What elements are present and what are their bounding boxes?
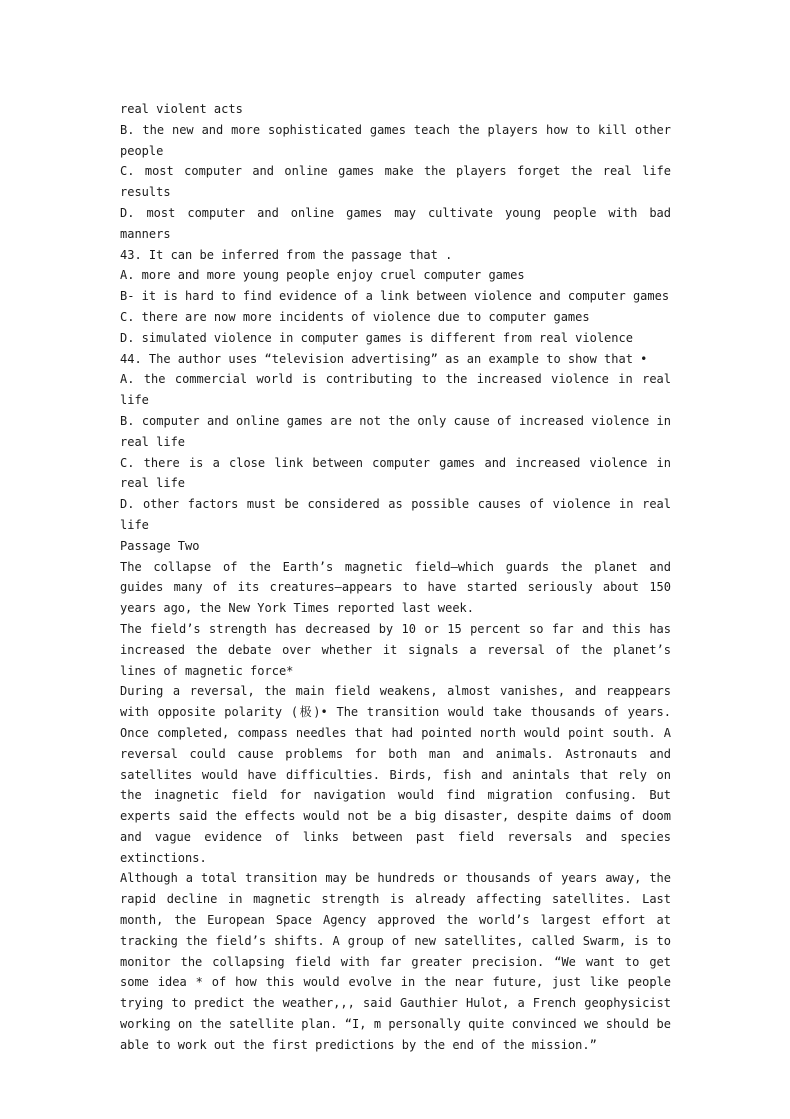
q44-option-c: C. there is a close link between computer games and increased violence in real life — [120, 455, 671, 491]
q43-stem: 43. It can be inferred from the passage that . — [120, 247, 453, 262]
passage-paragraph: The collapse of the Earth’s magnetic field—which guards the planet and guides many of its creatures—appears to have started seriously about 150 years ago, the New York Times reported last week. — [120, 559, 671, 616]
q43-option-a: A. more and more young people enjoy cruel computer games — [120, 268, 525, 283]
q42-option-c: C. most computer and online games make the players forget the real life results — [120, 164, 671, 200]
q42-option-d: D. most computer and online games may cultivate young people with bad manners — [120, 205, 671, 241]
passage-paragraph: During a reversal, the main field weakens, almost vanishes, and reappears with opposite polarity (极)• The transition would take thousands of years. Once completed, compass needles that had pointed north would point south. A reversal could cause problems for both man and animals. Astronauts and satellites would have difficulties. Birds, fish and anintals that rely on the inagnetic field for navigation would find migration confusing. But experts said the effects would not be a big disaster, despite daims of doom and vague evidence of links between past field reversals and species extinctions. — [120, 684, 671, 865]
q44-option-a: A. the commercial world is contributing to the increased violence in real life — [120, 372, 671, 408]
q43-option-d: D. simulated violence in computer games is different from real violence — [120, 330, 633, 345]
passage-two-title: Passage Two — [120, 538, 200, 553]
q43-option-c: C. there are now more incidents of violence due to computer games — [120, 309, 590, 324]
passage-paragraph: Although a total transition may be hundreds or thousands of years away, the rapid decline in magnetic strength is already affecting satellites. Last month, the European Space Agency approved the world’s largest effort at tracking the field’s shifts. A group of new satellites, called Swarm, is to monitor the collapsing field with far greater precision. “We want to get some idea * of how this would evolve in the near future, just like people trying to predict the weather,,, said Gauthier Hulot, a French geophysicist working on the satellite plan. “I, m personally quite convinced we should be able to work out the first predictions by the end of the mission.” — [120, 871, 671, 1052]
passage-paragraph: The field’s strength has decreased by 10 or 15 percent so far and this has increased the debate over whether it signals a reversal of the planet’s lines of magnetic force* — [120, 621, 671, 678]
q42-option-b: B. the new and more sophisticated games teach the players how to kill other people — [120, 122, 671, 158]
document-page — [120, 99, 671, 1056]
q43-option-b: B- it is hard to find evidence of a link between violence and computer games — [120, 289, 670, 304]
q44-stem: 44. The author uses “television advertising” as an example to show that • — [120, 351, 648, 366]
q42-stem-tail: real violent acts — [120, 102, 243, 116]
q44-option-d: D. other factors must be considered as possible causes of violence in real life — [120, 497, 671, 532]
q44-option-b: B. computer and online games are not the only cause of increased violence in real life — [120, 413, 671, 449]
